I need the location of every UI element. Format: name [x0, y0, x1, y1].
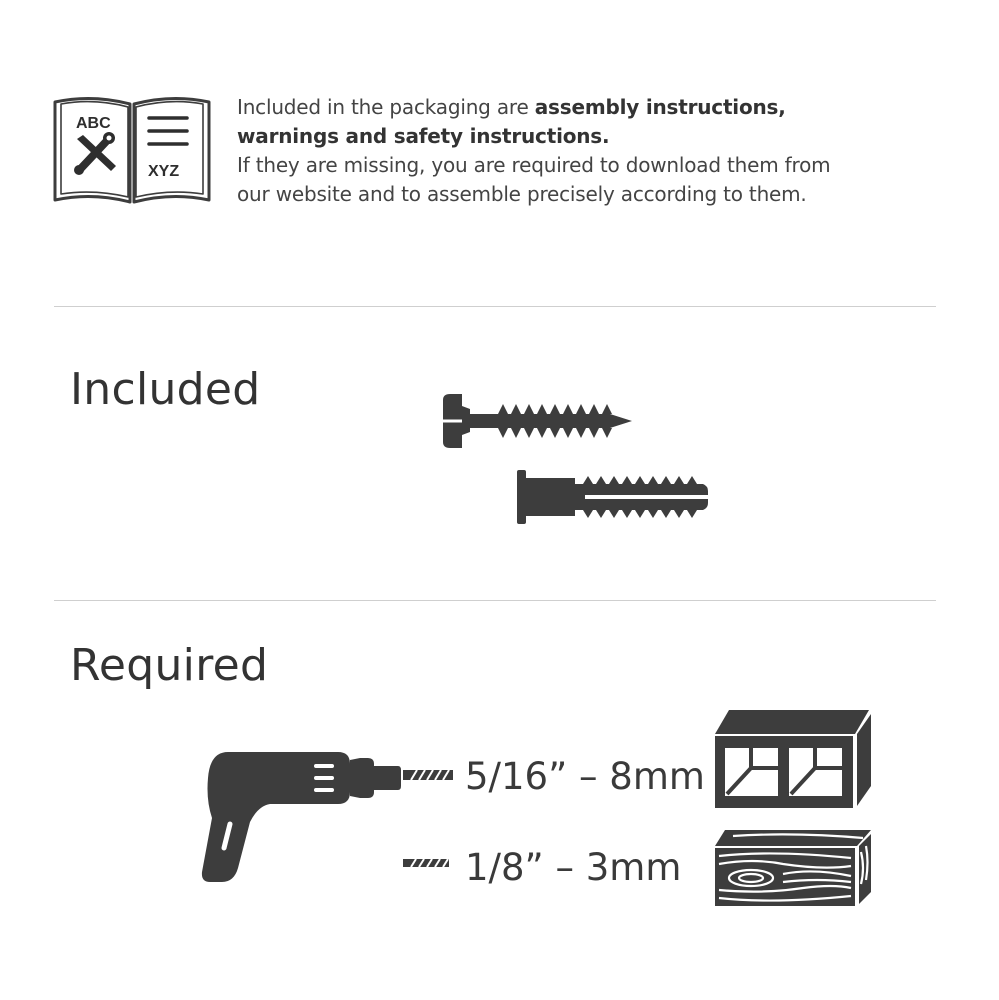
manual-abc-text: ABC [76, 115, 111, 132]
intro-text [237, 93, 937, 209]
wood-block-icon [713, 828, 873, 908]
intro-line1-plain: Included in the packaging are [237, 95, 535, 119]
drill-bit-label-1: 5/16” – 8mm [465, 755, 705, 798]
drill-bit-small-icon [403, 857, 453, 869]
instruction-manual-icon [52, 94, 212, 206]
power-drill-icon [198, 748, 403, 886]
screw-icon [440, 392, 635, 452]
wall-plug-icon [515, 468, 710, 526]
intro-line2-bold: warnings and safety instructions. [237, 124, 610, 148]
divider-bottom [54, 600, 936, 601]
divider-top [54, 306, 936, 307]
manual-xyz-text: XYZ [148, 163, 180, 180]
intro-line3: If they are missing, you are required to download them from [237, 153, 831, 177]
drill-bit-large-icon [403, 768, 458, 782]
intro-line4: our website and to assemble precisely according to them. [237, 182, 807, 206]
drill-bit-label-2: 1/8” – 3mm [465, 846, 682, 889]
intro-line1-bold: assembly instructions, [534, 95, 786, 119]
required-title: Required [70, 640, 269, 691]
included-title: Included [70, 364, 261, 415]
brick-block-icon [713, 708, 873, 810]
